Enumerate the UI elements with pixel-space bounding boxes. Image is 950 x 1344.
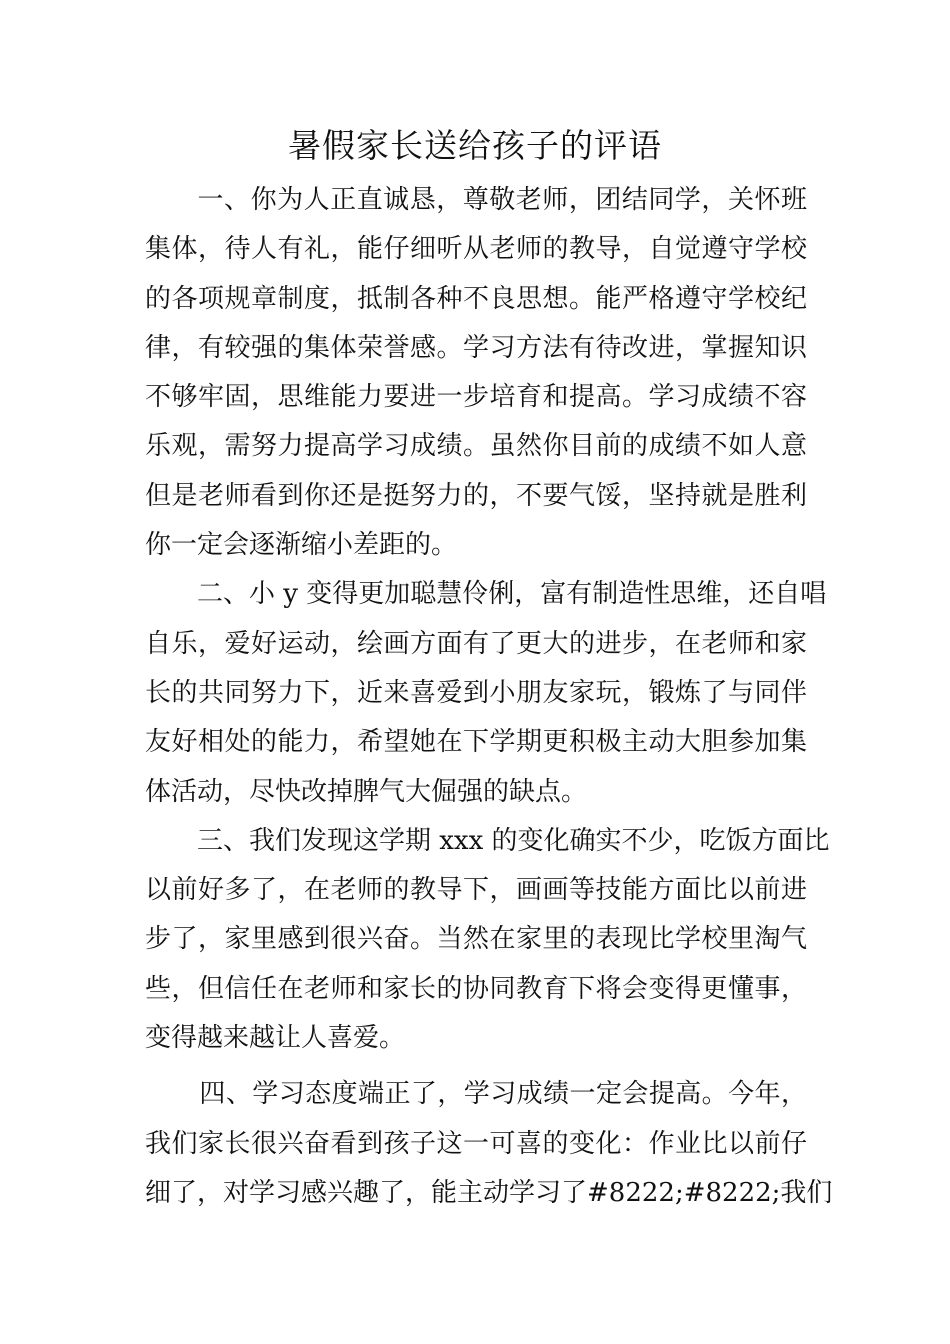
paragraph-line: 律，有较强的集体荣誉感。学习方法有待改进，掌握知识 [145, 332, 807, 363]
paragraph-line: 四、学习态度端正了，学习成绩一定会提高。今年， [173, 1079, 807, 1110]
paragraph-line: 集体，待人有礼，能仔细听从老师的教导，自觉遵守学校 [145, 234, 807, 265]
paragraph-line: 友好相处的能力，希望她在下学期更积极主动大胆参加集 [145, 727, 807, 758]
paragraph-line: 不够牢固，思维能力要进一步培育和提高。学习成绩不容 [145, 382, 807, 413]
paragraph-line: 变得越来越让人喜爱。 [145, 1023, 406, 1054]
paragraph-line: 三、我们发现这学期 xxx 的变化确实不少，吃饭方面比 [197, 825, 830, 856]
paragraph-line: 步了，家里感到很兴奋。当然在家里的表现比学校里淘气 [145, 924, 807, 955]
paragraph-line: 你一定会逐渐缩小差距的。 [145, 530, 458, 561]
paragraph-line: 但是老师看到你还是挺努力的，不要气馁，坚持就是胜利 [145, 480, 807, 511]
paragraph-line: 一、你为人正直诚恳，尊敬老师，团结同学，关怀班 [171, 185, 807, 215]
paragraph-line: 自乐，爱好运动，绘画方面有了更大的进步，在老师和家 [145, 628, 807, 659]
paragraph-line: 我们家长很兴奋看到孩子这一可喜的变化：作业比以前仔 [145, 1128, 807, 1159]
paragraph-1 [145, 176, 807, 570]
paragraph-line: 长的共同努力下，近来喜爱到小朋友家玩，锻炼了与同伴 [145, 677, 807, 708]
paragraph-4 [145, 1070, 833, 1218]
paragraph-2 [145, 570, 827, 816]
paragraph-line: 乐观，需努力提高学习成绩。虽然你目前的成绩不如人意 [145, 431, 807, 462]
paragraph-line: 的各项规章制度，抵制各种不良思想。能严格遵守学校纪 [145, 283, 807, 314]
paragraph-line: 细了，对学习感兴趣了，能主动学习了#8222;#8222;我们 [145, 1177, 833, 1208]
paragraph-line: 些，但信任在老师和家长的协同教育下将会变得更懂事， [145, 973, 807, 1004]
document-body [145, 176, 833, 1218]
paragraph-line: 体活动，尽快改掉脾气大倔强的缺点。 [145, 776, 588, 807]
paragraph-3 [145, 817, 830, 1063]
paragraph-line: 二、小 y 变得更加聪慧伶俐，富有制造性思维，还自唱 [197, 579, 827, 610]
document-title: 暑假家长送给孩子的评语 [288, 126, 662, 165]
paragraph-line: 以前好多了，在老师的教导下，画画等技能方面比以前进 [145, 875, 807, 906]
